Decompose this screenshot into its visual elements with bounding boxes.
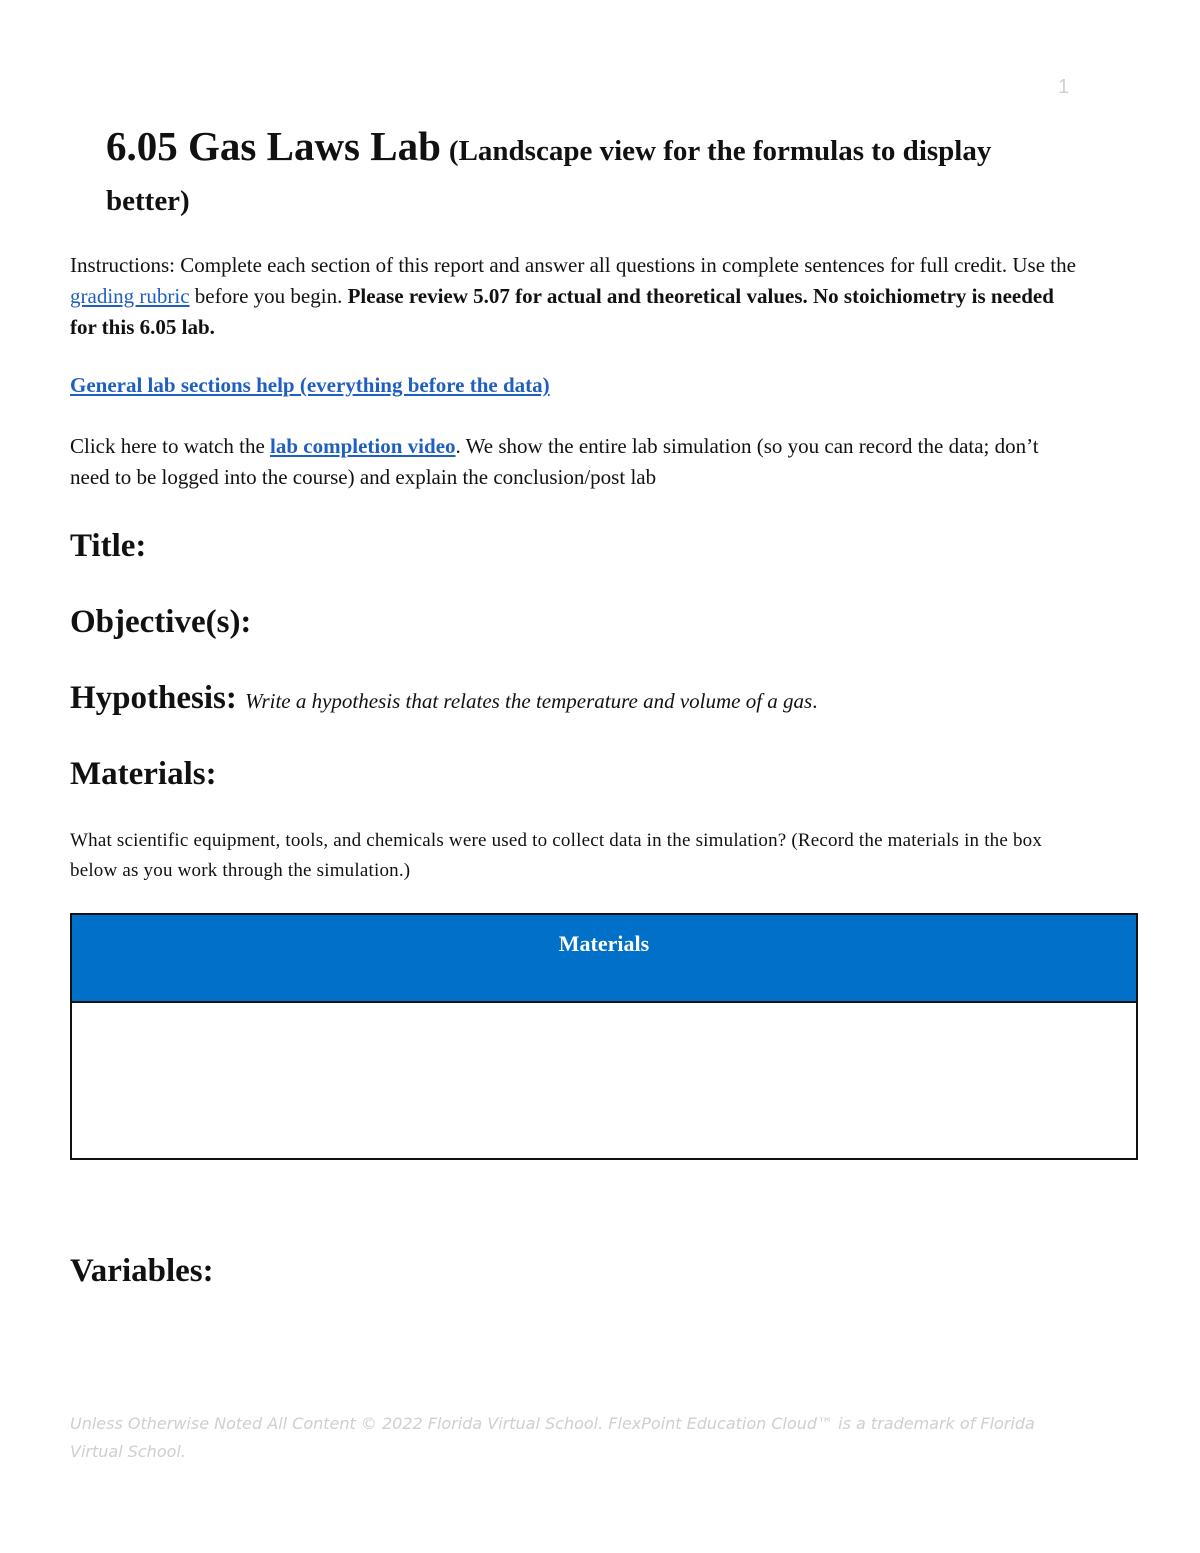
hypothesis-heading: Hypothesis: [70,680,237,716]
materials-heading: Materials: [70,756,217,792]
video-paragraph [70,431,1080,493]
materials-table-header: Materials [72,915,1136,1003]
hypothesis-period: . [812,689,818,713]
title-subtitle: (Landscape view for the formulas to display better) [106,135,992,217]
video-text-suffix: . We show the entire lab simulation (so you can record the data; don’t need to be logged into the course) and explain the conclusion/post lab [70,434,1039,489]
help-paragraph [70,370,1080,401]
variables-heading: Variables: [70,1253,214,1289]
title-main: 6.05 Gas Laws Lab [106,123,441,169]
instructions-text: Instructions: Complete each section of this report and answer all questions in complete sentences for full credit. Use the [70,253,1076,277]
page-title [106,122,1066,225]
objectives-heading: Objective(s): [70,604,252,640]
hypothesis-prompt: Write a hypothesis that relates the temperature and volume of a gas [245,689,813,713]
lab-completion-video-link[interactable]: lab completion video [270,434,456,458]
title-heading: Title: [70,528,147,564]
general-lab-help-link[interactable]: General lab sections help (everything before the data) [70,373,550,397]
instructions-bold-note: Please review 5.07 for actual and theoretical values. No stoichiometry is needed for this 6.05 lab. [70,284,1054,339]
grading-rubric-link[interactable]: grading rubric [70,284,190,308]
copyright-footer: Unless Otherwise Noted All Content © 2022 Florida Virtual School. FlexPoint Education Cloud™ is a trademark of Florida Virtual School. [70,1414,1035,1461]
hypothesis-section [70,678,817,721]
instructions-text-middle: before you begin. [189,284,348,308]
video-text-prefix: Click here to watch the [70,434,271,458]
materials-table [70,913,1138,1160]
materials-table-cell[interactable] [72,1003,1136,1158]
materials-question: What scientific equipment, tools, and chemicals were used to collect data in the simulation? (Record the materials in the box below as you work through the simulation.) [70,830,1043,881]
instructions-paragraph [70,250,1080,343]
page-number: 1 [1058,76,1070,98]
